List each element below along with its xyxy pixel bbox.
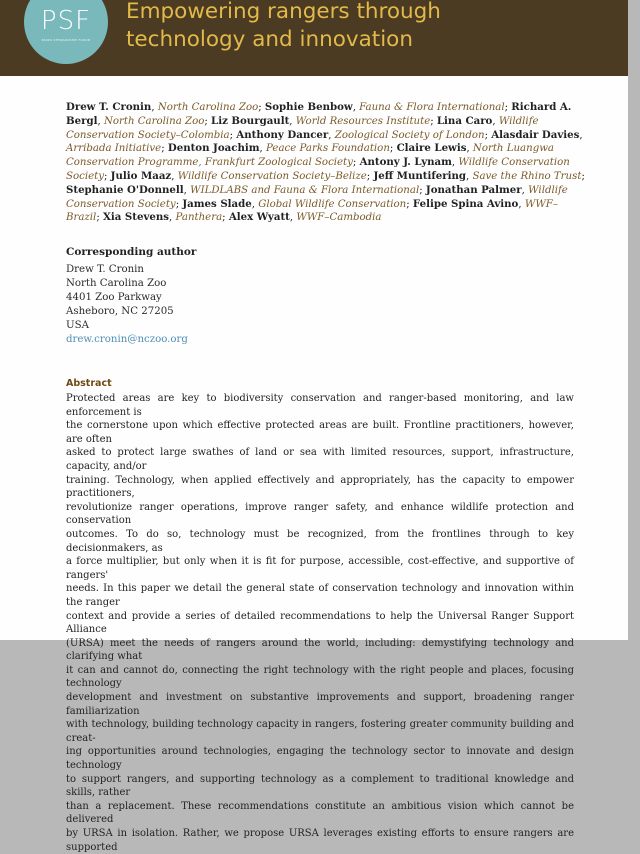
abstract-line: outcomes. To do so, technology must be recognized, from the frontlines through to key decisionmakers, as — [66, 528, 574, 554]
corr-city: Asheboro, NC 27205 — [66, 306, 174, 317]
article-title — [126, 0, 606, 54]
logo-subtext: PARKS STEWARDSHIP FORUM — [41, 38, 91, 42]
logo-text: PSF — [40, 6, 92, 36]
corresponding-author-heading: Corresponding author — [66, 246, 197, 258]
abstract-line: the cornerstone upon which effective protected areas are built. Frontline practitioners, however, are often — [66, 420, 574, 445]
corr-organization: North Carolina Zoo — [66, 278, 167, 289]
author-name: Drew T. Cronin — [66, 101, 152, 113]
abstract-line: to support rangers, and supporting technology as a complement to traditional knowledge and skills, rather — [66, 773, 574, 799]
abstract-line: Protected areas are key to biodiversity conservation and ranger-based monitoring, and law enforcement is — [66, 393, 574, 418]
abstract-line: development and investment on substantive improvements and support, broadening ranger familiarization — [66, 692, 574, 717]
author-affiliation: Arribada Initiative — [66, 143, 162, 155]
abstract-line: revolutionize ranger operations, improve ranger safety, and enhance wildlife protection and conservation — [66, 501, 574, 527]
author-name: Anthony Dancer — [236, 128, 329, 141]
corr-country: USA — [66, 320, 89, 331]
abstract-line: context and provide a series of detailed recommendations to help the Universal Ranger Support Alliance — [66, 610, 574, 636]
author-name: Liz Bourgault — [211, 114, 290, 127]
author-affiliation: Panthera — [175, 212, 223, 224]
author-name: Jeff Muntifering — [373, 169, 466, 182]
author-name: Sophie Benbow — [264, 101, 353, 113]
corresponding-author-block — [66, 263, 366, 347]
author-name: Julio Maaz — [110, 169, 172, 182]
author-name: Jonathan Palmer — [425, 183, 522, 196]
author-affiliation: Save the Rhino Trust — [472, 170, 582, 182]
abstract-line: than a replacement. These recommendations constitute an ambitious vision which cannot be delivered — [66, 800, 574, 826]
author-name: Alasdair Davies — [491, 128, 580, 141]
author-name: Felipe Spina Avino — [412, 197, 519, 210]
author-affiliation: North Carolina Zoo — [157, 102, 259, 113]
author-affiliation: North Luangwa Conservation Programme, Frankfurt Zoological Society — [66, 143, 555, 169]
author-affiliation: Fauna & Flora International — [359, 102, 505, 113]
abstract-line: it can and cannot do, connecting the right technology with the right people and places, focusing technology — [66, 664, 574, 690]
author-name: Claire Lewis — [396, 142, 467, 155]
author-affiliation: Zoological Society of London — [334, 129, 485, 141]
author-affiliation: Wildlife Conservation Society — [66, 184, 568, 210]
author-affiliation: WILDLABS and Fauna & Flora International — [190, 184, 420, 196]
title-line-1: Empowering rangers through — [126, 0, 441, 24]
abstract-line: a force multiplier, but only when it is fit for purpose, accessible, cost-effective, and supportive of rangers' — [66, 556, 574, 581]
corr-name: Drew T. Cronin — [66, 264, 144, 275]
abstract-line: training. Technology, when applied effectively and appropriately, has the capacity to empower practitioners, — [66, 474, 574, 500]
author-affiliation: Wildlife Conservation Society–Belize — [177, 170, 367, 182]
author-affiliation: North Carolina Zoo — [103, 115, 205, 127]
author-name: Lina Caro — [436, 114, 493, 127]
journal-header — [0, 0, 628, 76]
author-affiliation: Global Wildlife Conservation — [258, 198, 407, 210]
corr-email-link[interactable]: drew.cronin@nczoo.org — [66, 334, 188, 345]
author-name: Alex Wyatt — [228, 211, 290, 224]
author-name: Xia Stevens — [103, 211, 170, 224]
abstract-line: ing opportunities around technologies, engaging the technology sector to innovate and design technology — [66, 746, 574, 772]
abstract-line: needs. In this paper we detail the general state of conservation technology and innovation within the ranger — [66, 583, 574, 608]
author-affiliation: WWF–Brazil — [66, 198, 558, 224]
author-name: Denton Joachim — [167, 142, 260, 155]
abstract-line: asked to protect large swathes of land or sea with limited resources, support, infrastructure, capacity, and/or — [66, 447, 574, 472]
author-name: Antony J. Lynam — [359, 156, 452, 169]
abstract-line: (URSA) meet the needs of rangers around the world, including: demystifying technology and clarifying what — [66, 637, 574, 663]
abstract-line: with technology, building technology capacity in rangers, fostering greater community building and creat- — [66, 719, 574, 744]
author-name: Stephanie O'Donnell — [66, 183, 184, 196]
author-affiliation: Wildlife Conservation Society — [66, 157, 570, 182]
author-list: Drew T. Cronin, North Carolina Zoo; Sophie Benbow, Fauna & Flora International; Richard A. Bergl, North Carolina Zoo; Liz Bourgault, World Resources Institute; Lina Caro, Wildlife Conservation Society–Colombia; Anthony Dancer, Zoological Society of London; Alasdair Davies, Arribada Initiative; Denton Joachim, Peace Parks Foundation; Claire Lewis, North Luangwa Conservation Programme, Frankfurt Zoological Society; Antony J. Lynam, Wildlife Conservation Society; Julio Maaz, Wildlife Conservation Society–Belize; Jeff Muntifering, Save the Rhino Trust; Stephanie O'Donnell, WILDLABS and Fauna & Flora International; Jonathan Palmer, Wildlife Conservation Society; James Slade, Global Wildlife Conservation; Felipe Spina Avino, WWF–Brazil; Xia Stevens, Panthera; Alex Wyatt, WWF–Cambodia — [66, 101, 585, 224]
author-name: James Slade — [182, 197, 252, 210]
corr-street: 4401 Zoo Parkway — [66, 292, 162, 303]
author-name: Richard A. Bergl — [66, 101, 572, 127]
author-affiliation: Peace Parks Foundation — [266, 143, 390, 155]
author-affiliation: Wildlife Conservation Society–Colombia — [66, 115, 539, 141]
abstract-line: by URSA in isolation. Rather, we propose URSA leverages existing efforts to ensure rangers are supported — [66, 828, 574, 853]
author-affiliation: WWF–Cambodia — [296, 212, 382, 224]
psf-logo — [24, 0, 108, 64]
abstract-body — [66, 392, 574, 854]
abstract-heading: Abstract — [66, 378, 112, 389]
title-line-2: technology and innovation — [126, 27, 413, 52]
author-affiliation: World Resources Institute — [295, 115, 431, 127]
